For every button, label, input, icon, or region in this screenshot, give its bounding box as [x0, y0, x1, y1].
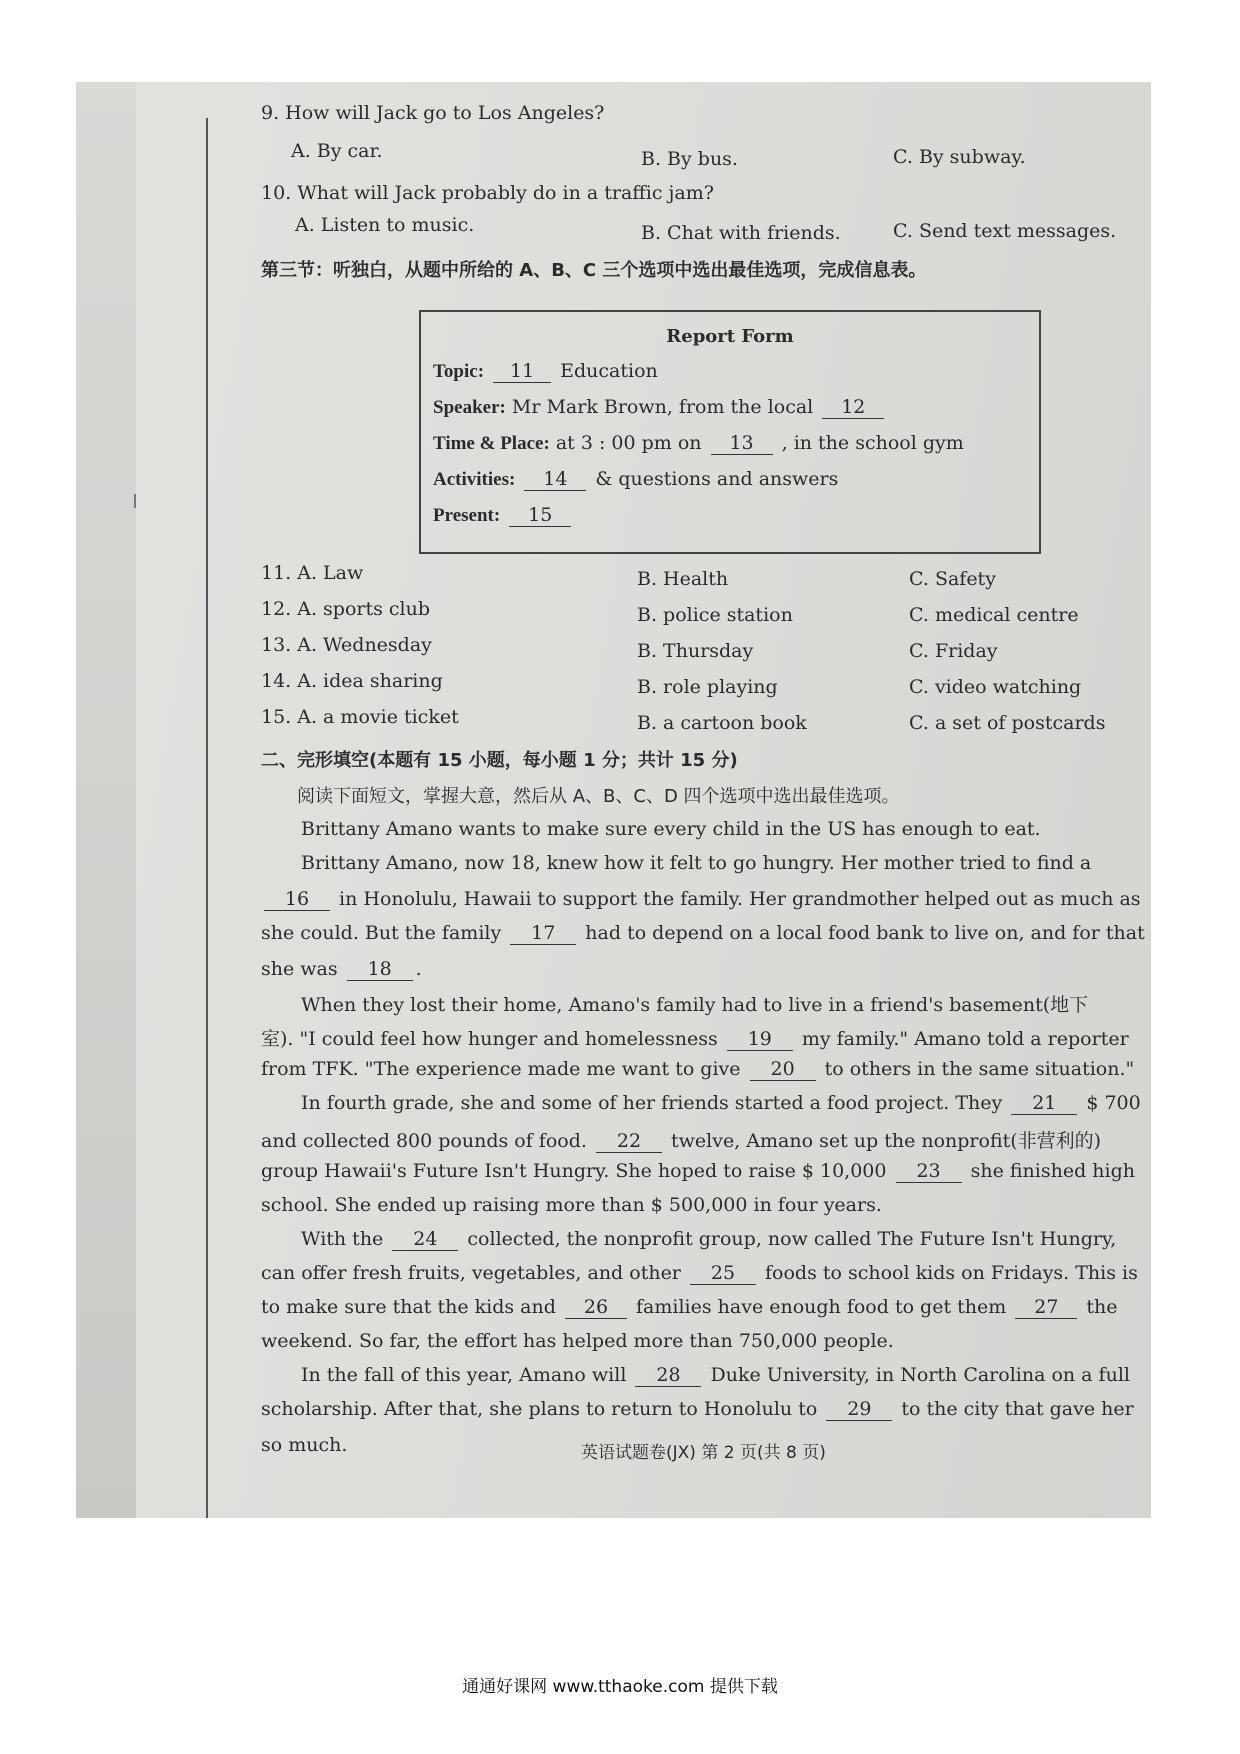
- passage-line: [261, 1024, 1129, 1051]
- speaker-text: Mr Mark Brown, from the local: [511, 396, 814, 418]
- option-row-14-b: B. role playing: [637, 676, 778, 698]
- exam-content: [261, 82, 1145, 1518]
- passage-line: When they lost their home, Amano's family had to live in a friend's basement(地下: [301, 994, 1089, 1016]
- passage-text: the: [1086, 1296, 1118, 1318]
- topic-label: Topic:: [433, 361, 485, 382]
- report-form: [419, 310, 1041, 554]
- passage-text: $ 700: [1086, 1092, 1141, 1114]
- option-row-11-c: C. Safety: [909, 568, 996, 590]
- passage-line: [301, 1228, 1116, 1251]
- passage-text: group Hawaii's Future Isn't Hungry. She hoped to raise $ 10,000: [261, 1160, 887, 1182]
- option-row-11-b: B. Health: [637, 568, 729, 590]
- blank-19: 19: [727, 1029, 793, 1051]
- option-row-14-c: C. video watching: [909, 676, 1082, 698]
- activities-text: & questions and answers: [595, 468, 839, 490]
- passage-text: families have enough food to get them: [636, 1296, 1007, 1318]
- option-row-12-c: C. medical centre: [909, 604, 1079, 626]
- passage-text: foods to school kids on Fridays. This is: [765, 1262, 1138, 1284]
- report-form-speaker-row: [433, 396, 887, 419]
- section-3-instruction: 第三节：听独白，从题中所给的 A、B、C 三个选项中选出最佳选项，完成信息表。: [261, 260, 927, 281]
- passage-line: [301, 1364, 1130, 1387]
- question-10-option-a: A. Listen to music.: [295, 214, 475, 236]
- option-row-15-c: C. a set of postcards: [909, 712, 1106, 734]
- margin-mark: [134, 494, 146, 508]
- blank-14: 14: [524, 469, 586, 491]
- topic-text: Education: [560, 360, 658, 382]
- blank-23: 23: [896, 1161, 962, 1183]
- passage-text: had to depend on a local food bank to live on, and for that: [585, 922, 1145, 944]
- passage-line: [261, 888, 1141, 911]
- blank-17: 17: [510, 923, 576, 945]
- passage-line: [261, 1262, 1138, 1285]
- page-number-footer: 英语试题卷(JX) 第 2 页(共 8 页): [581, 1443, 826, 1463]
- passage-text: In the fall of this year, Amano will: [301, 1364, 627, 1386]
- passage-text: With the: [301, 1228, 384, 1250]
- option-row-11-a: 11. A. Law: [261, 562, 364, 584]
- passage-line: school. She ended up raising more than $ 500,000 in four years.: [261, 1194, 882, 1216]
- option-row-13-c: C. Friday: [909, 640, 998, 662]
- passage-line: [261, 1126, 1101, 1153]
- question-9-stem: 9. How will Jack go to Los Angeles?: [261, 102, 605, 124]
- part-2-instruction: 阅读下面短文，掌握大意，然后从 A、B、C、D 四个选项中选出最佳选项。: [297, 786, 900, 807]
- blank-12: 12: [822, 397, 884, 419]
- speaker-label: Speaker:: [433, 397, 506, 418]
- present-label: Present:: [433, 505, 501, 526]
- passage-line: so much.: [261, 1434, 348, 1456]
- passage-text: .: [415, 958, 422, 980]
- question-9-option-c: C. By subway.: [893, 146, 1026, 168]
- blank-22: 22: [596, 1131, 662, 1153]
- option-row-13-b: B. Thursday: [637, 640, 754, 662]
- passage-text: Duke University, in North Carolina on a full: [710, 1364, 1130, 1386]
- question-10-option-c: C. Send text messages.: [893, 220, 1117, 242]
- blank-29: 29: [826, 1399, 892, 1421]
- option-row-14-a: 14. A. idea sharing: [261, 670, 443, 692]
- option-row-15-b: B. a cartoon book: [637, 712, 807, 734]
- blank-24: 24: [392, 1229, 458, 1251]
- blank-11: 11: [493, 361, 551, 383]
- passage-text: 室). "I could feel how hunger and homelessness: [261, 1028, 718, 1050]
- question-10-option-b: B. Chat with friends.: [641, 222, 841, 244]
- blank-28: 28: [635, 1365, 701, 1387]
- option-row-12-b: B. police station: [637, 604, 793, 626]
- passage-line: [261, 922, 1145, 945]
- passage-text: twelve, Amano set up the nonprofit(非营利的): [671, 1130, 1102, 1152]
- site-footer: 通通好课网 www.tthaoke.com 提供下载: [462, 1677, 778, 1697]
- option-row-15-a: 15. A. a movie ticket: [261, 706, 459, 728]
- exam-photo: [76, 82, 1151, 1518]
- report-form-title: Report Form: [666, 326, 794, 347]
- passage-line: [301, 1092, 1141, 1115]
- report-form-present-row: [433, 504, 574, 527]
- part-2-heading: 二、完形填空(本题有 15 小题，每小题 1 分；共计 15 分): [261, 750, 738, 771]
- question-9-option-b: B. By bus.: [641, 148, 738, 170]
- passage-line: [261, 1058, 1134, 1081]
- passage-text: to others in the same situation.": [824, 1058, 1135, 1080]
- blank-26: 26: [565, 1297, 627, 1319]
- blank-21: 21: [1011, 1093, 1077, 1115]
- passage-line: [261, 1398, 1134, 1421]
- blank-20: 20: [750, 1059, 816, 1081]
- passage-text: In fourth grade, she and some of her friends started a food project. They: [301, 1092, 1003, 1114]
- passage-line: Brittany Amano, now 18, knew how it felt to go hungry. Her mother tried to find a: [301, 852, 1092, 874]
- blank-18: 18: [347, 959, 413, 981]
- passage-text: my family." Amano told a reporter: [801, 1028, 1129, 1050]
- passage-line: Brittany Amano wants to make sure every child in the US has enough to eat.: [301, 818, 1041, 840]
- report-form-activities-row: [433, 468, 838, 491]
- passage-text: she could. But the family: [261, 922, 502, 944]
- passage-text: scholarship. After that, she plans to return to Honolulu to: [261, 1398, 818, 1420]
- margin-rule: [206, 118, 208, 1518]
- passage-text: to make sure that the kids and: [261, 1296, 556, 1318]
- activities-label: Activities:: [433, 469, 516, 490]
- blank-27: 27: [1015, 1297, 1077, 1319]
- report-form-time-row: [433, 432, 964, 455]
- blank-15: 15: [509, 505, 571, 527]
- passage-line: weekend. So far, the effort has helped more than 750,000 people.: [261, 1330, 894, 1352]
- passage-text: she finished high: [970, 1160, 1135, 1182]
- blank-13: 13: [711, 433, 773, 455]
- report-form-topic-row: [433, 360, 658, 383]
- passage-text: can offer fresh fruits, vegetables, and other: [261, 1262, 681, 1284]
- blank-25: 25: [690, 1263, 756, 1285]
- exam-paper: [136, 82, 1151, 1518]
- passage-text: she was: [261, 958, 338, 980]
- passage-text: in Honolulu, Hawaii to support the family. Her grandmother helped out as much as: [339, 888, 1141, 910]
- place-text: , in the school gym: [781, 432, 964, 454]
- passage-line: [261, 958, 422, 981]
- passage-line: [261, 1160, 1135, 1183]
- question-9-option-a: A. By car.: [291, 140, 383, 162]
- blank-16: 16: [264, 889, 330, 911]
- passage-text: and collected 800 pounds of food.: [261, 1130, 587, 1152]
- question-10-stem: 10. What will Jack probably do in a traffic jam?: [261, 182, 714, 204]
- passage-text: from TFK. "The experience made me want to give: [261, 1058, 741, 1080]
- time-text: at 3 : 00 pm on: [555, 432, 702, 454]
- option-row-12-a: 12. A. sports club: [261, 598, 431, 620]
- passage-text: to the city that gave her: [901, 1398, 1134, 1420]
- option-row-13-a: 13. A. Wednesday: [261, 634, 432, 656]
- passage-text: collected, the nonprofit group, now called The Future Isn't Hungry,: [467, 1228, 1117, 1250]
- passage-line: [261, 1296, 1118, 1319]
- time-place-label: Time & Place:: [433, 433, 550, 454]
